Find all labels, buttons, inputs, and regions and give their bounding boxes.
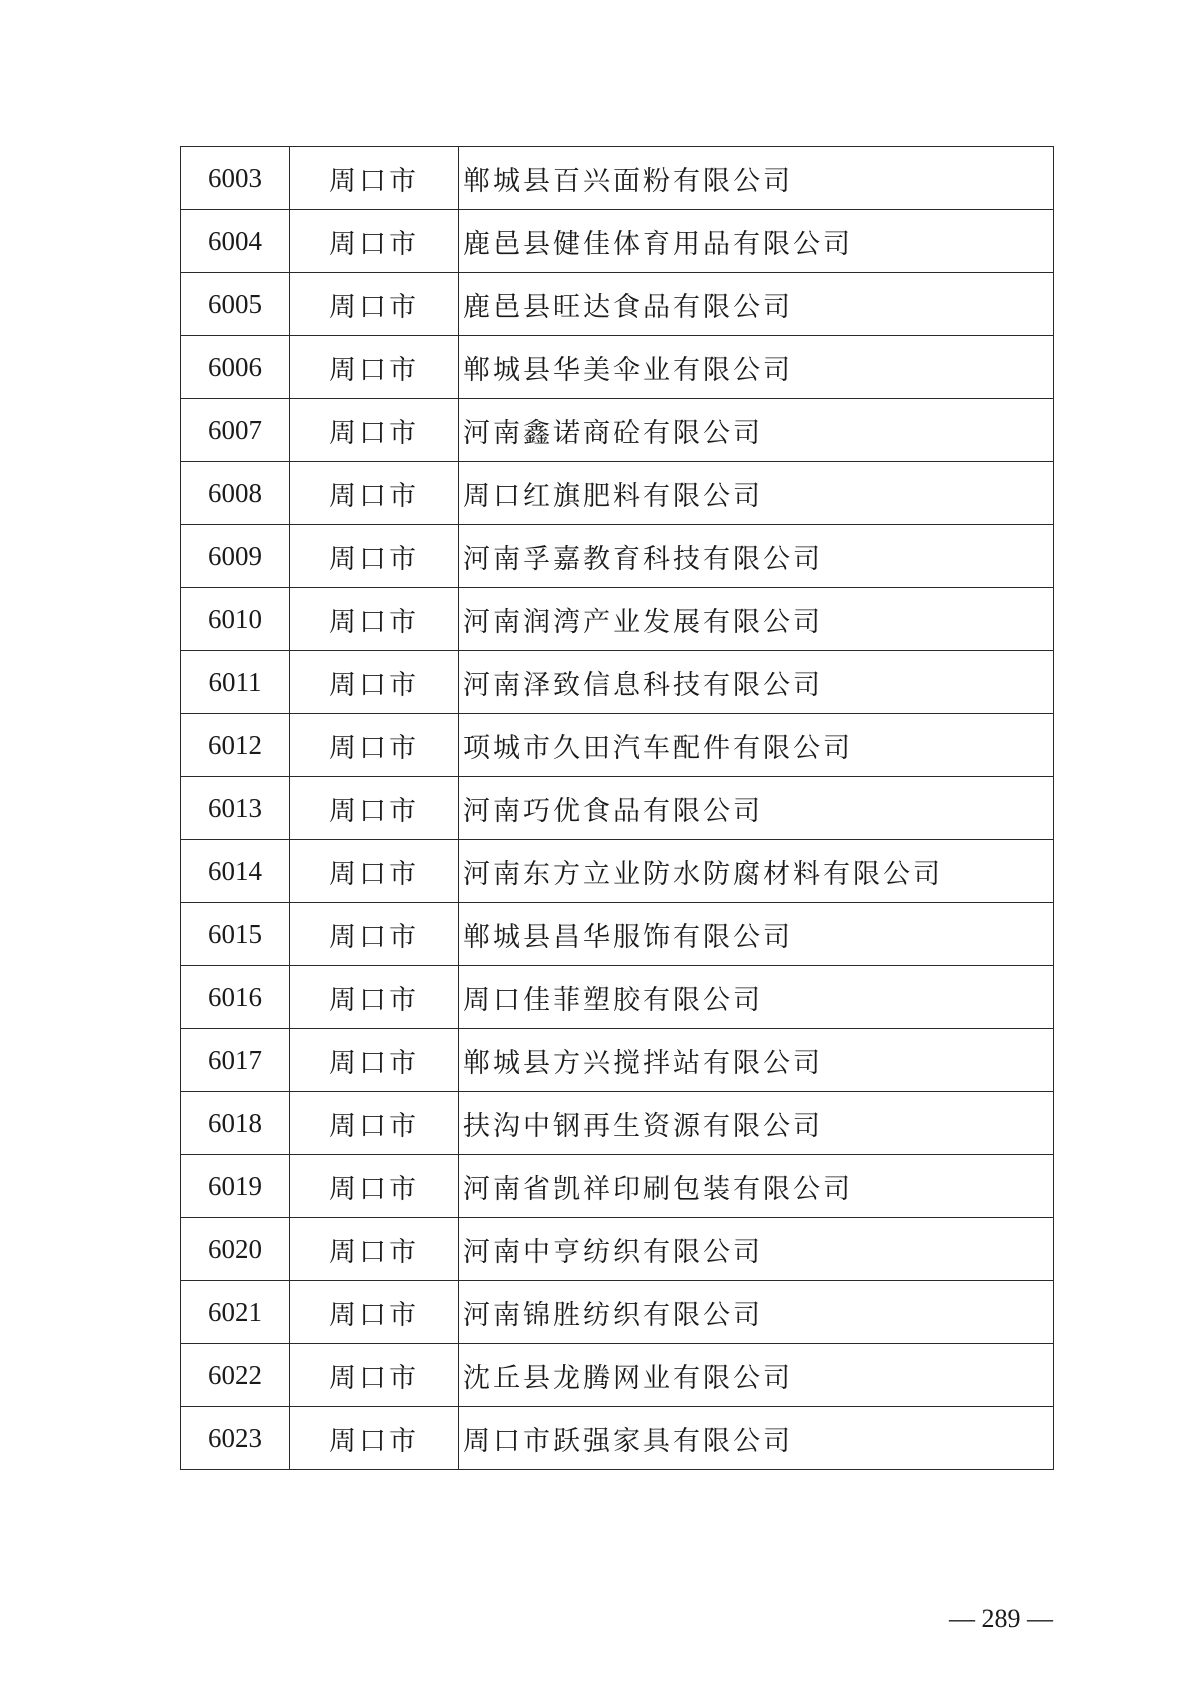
- row-number-cell: 6006: [181, 336, 290, 399]
- table-row: [181, 1092, 1054, 1155]
- table-row: [181, 147, 1054, 210]
- city-cell: 周口市: [290, 1407, 459, 1470]
- company-name-cell: 河南润湾产业发展有限公司: [459, 588, 1054, 651]
- city-cell: 周口市: [290, 777, 459, 840]
- company-name-cell: 周口红旗肥料有限公司: [459, 462, 1054, 525]
- city-cell: 周口市: [290, 525, 459, 588]
- city-cell: 周口市: [290, 1281, 459, 1344]
- city-cell: 周口市: [290, 1155, 459, 1218]
- table-body: [181, 147, 1054, 1470]
- row-number-cell: 6012: [181, 714, 290, 777]
- company-name-cell: 鹿邑县旺达食品有限公司: [459, 273, 1054, 336]
- row-number-cell: 6020: [181, 1218, 290, 1281]
- company-name-cell: 项城市久田汽车配件有限公司: [459, 714, 1054, 777]
- table-row: [181, 399, 1054, 462]
- row-number-cell: 6014: [181, 840, 290, 903]
- company-name-cell: 河南巧优食品有限公司: [459, 777, 1054, 840]
- city-cell: 周口市: [290, 1029, 459, 1092]
- city-cell: 周口市: [290, 1344, 459, 1407]
- row-number-cell: 6009: [181, 525, 290, 588]
- company-name-cell: 郸城县华美伞业有限公司: [459, 336, 1054, 399]
- table-row: [181, 840, 1054, 903]
- city-cell: 周口市: [290, 1218, 459, 1281]
- city-cell: 周口市: [290, 462, 459, 525]
- row-number-cell: 6010: [181, 588, 290, 651]
- row-number-cell: 6015: [181, 903, 290, 966]
- row-number-cell: 6008: [181, 462, 290, 525]
- row-number-cell: 6004: [181, 210, 290, 273]
- company-list-table: [180, 146, 1054, 1470]
- city-cell: 周口市: [290, 903, 459, 966]
- company-name-cell: 沈丘县龙腾网业有限公司: [459, 1344, 1054, 1407]
- city-cell: 周口市: [290, 336, 459, 399]
- table-row: [181, 1218, 1054, 1281]
- row-number-cell: 6022: [181, 1344, 290, 1407]
- city-cell: 周口市: [290, 210, 459, 273]
- table-row: [181, 714, 1054, 777]
- row-number-cell: 6019: [181, 1155, 290, 1218]
- table-row: [181, 462, 1054, 525]
- page-number: — 289 —: [949, 1604, 1053, 1633]
- table-row: [181, 1029, 1054, 1092]
- company-name-cell: 河南东方立业防水防腐材料有限公司: [459, 840, 1054, 903]
- company-name-cell: 鹿邑县健佳体育用品有限公司: [459, 210, 1054, 273]
- city-cell: 周口市: [290, 588, 459, 651]
- table-row: [181, 588, 1054, 651]
- company-name-cell: 河南锦胜纺织有限公司: [459, 1281, 1054, 1344]
- row-number-cell: 6016: [181, 966, 290, 1029]
- city-cell: 周口市: [290, 651, 459, 714]
- company-name-cell: 河南省凯祥印刷包装有限公司: [459, 1155, 1054, 1218]
- row-number-cell: 6023: [181, 1407, 290, 1470]
- company-name-cell: 河南泽致信息科技有限公司: [459, 651, 1054, 714]
- table-row: [181, 966, 1054, 1029]
- table-row: [181, 273, 1054, 336]
- table-row: [181, 210, 1054, 273]
- company-name-cell: 周口市跃强家具有限公司: [459, 1407, 1054, 1470]
- row-number-cell: 6003: [181, 147, 290, 210]
- table-row: [181, 1281, 1054, 1344]
- row-number-cell: 6017: [181, 1029, 290, 1092]
- city-cell: 周口市: [290, 840, 459, 903]
- city-cell: 周口市: [290, 966, 459, 1029]
- company-name-cell: 河南孚嘉教育科技有限公司: [459, 525, 1054, 588]
- company-name-cell: 郸城县方兴搅拌站有限公司: [459, 1029, 1054, 1092]
- company-name-cell: 郸城县百兴面粉有限公司: [459, 147, 1054, 210]
- city-cell: 周口市: [290, 714, 459, 777]
- row-number-cell: 6007: [181, 399, 290, 462]
- table-row: [181, 1344, 1054, 1407]
- table-row: [181, 1155, 1054, 1218]
- table-row: [181, 651, 1054, 714]
- row-number-cell: 6005: [181, 273, 290, 336]
- row-number-cell: 6011: [181, 651, 290, 714]
- city-cell: 周口市: [290, 399, 459, 462]
- table-row: [181, 777, 1054, 840]
- row-number-cell: 6018: [181, 1092, 290, 1155]
- city-cell: 周口市: [290, 273, 459, 336]
- table-row: [181, 1407, 1054, 1470]
- company-name-cell: 河南鑫诺商砼有限公司: [459, 399, 1054, 462]
- company-name-cell: 周口佳菲塑胶有限公司: [459, 966, 1054, 1029]
- company-name-cell: 河南中亨纺织有限公司: [459, 1218, 1054, 1281]
- company-name-cell: 郸城县昌华服饰有限公司: [459, 903, 1054, 966]
- row-number-cell: 6021: [181, 1281, 290, 1344]
- table-row: [181, 336, 1054, 399]
- table-row: [181, 903, 1054, 966]
- city-cell: 周口市: [290, 147, 459, 210]
- row-number-cell: 6013: [181, 777, 290, 840]
- table-row: [181, 525, 1054, 588]
- company-name-cell: 扶沟中钢再生资源有限公司: [459, 1092, 1054, 1155]
- city-cell: 周口市: [290, 1092, 459, 1155]
